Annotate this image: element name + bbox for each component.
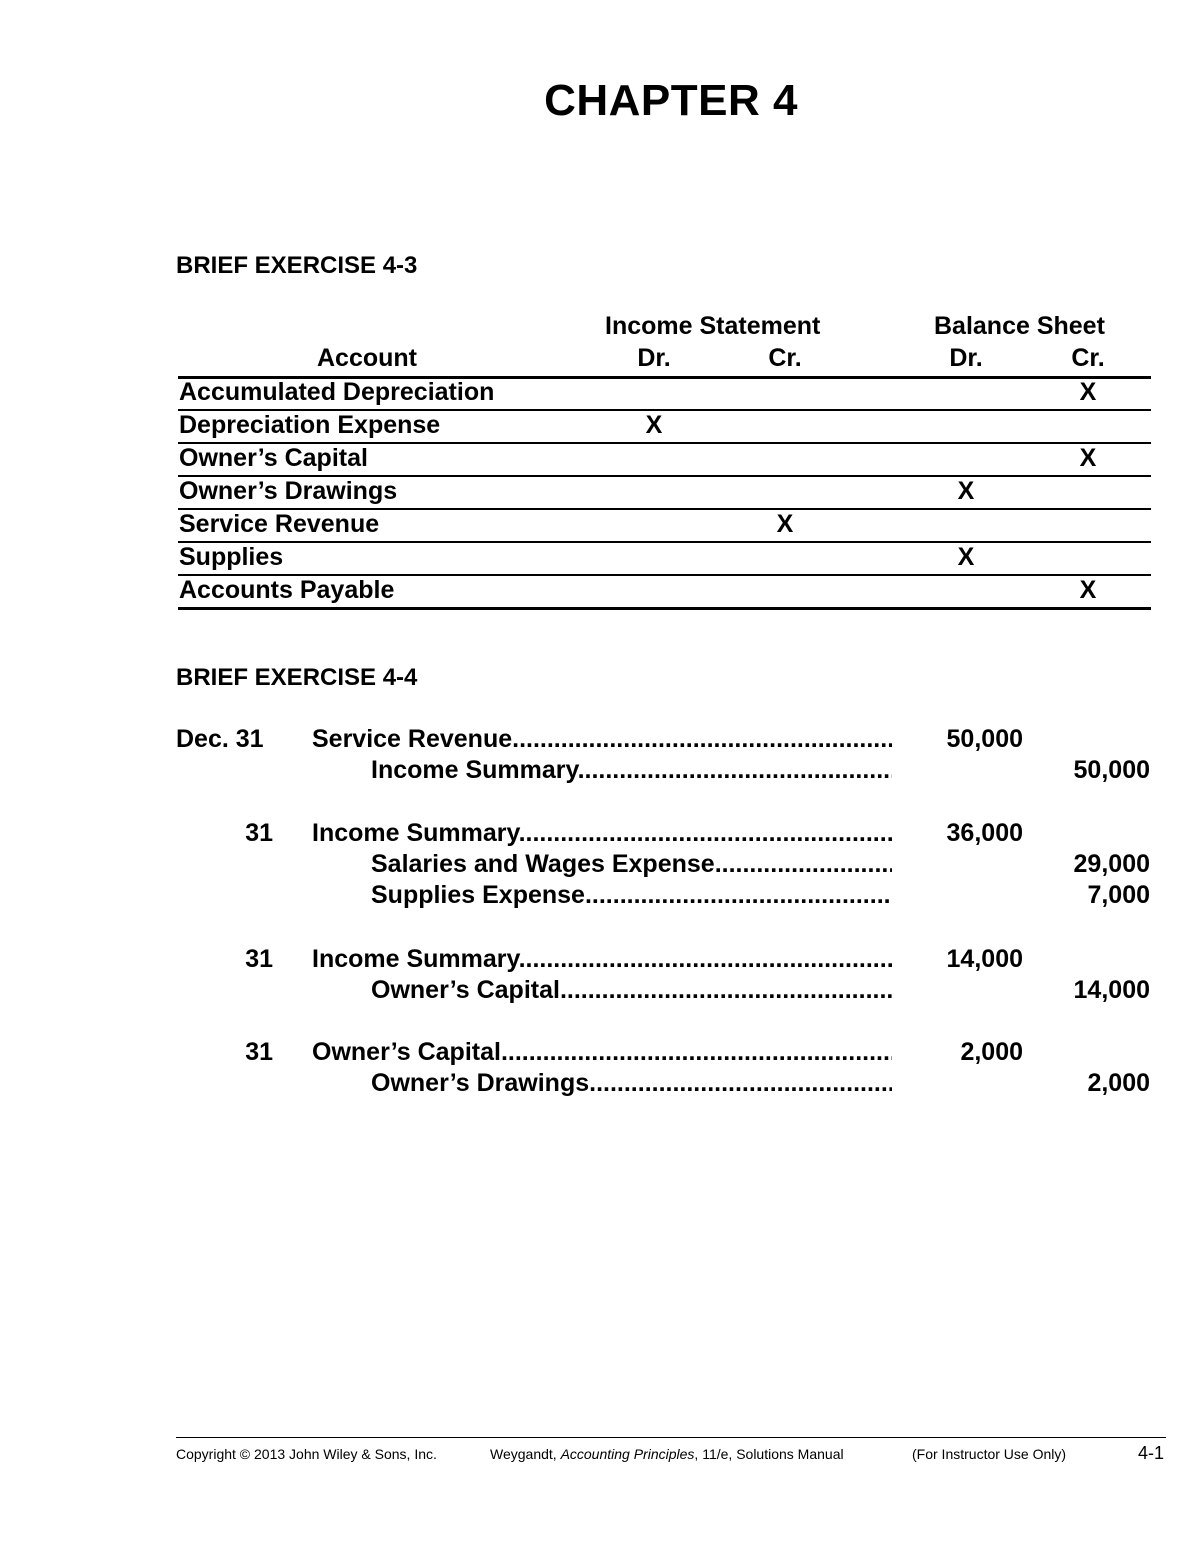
entry-date: 31 — [245, 945, 273, 973]
is-credit-column-header: Cr. — [768, 344, 802, 372]
credit-amount: 50,000 — [1073, 756, 1150, 784]
credit-account: Income Summary ..... — [371, 756, 892, 785]
credit-amount: 7,000 — [1087, 881, 1150, 909]
journal-line — [176, 819, 1151, 850]
table-row — [178, 477, 1151, 510]
edition-info: , 11/e, Solutions Manual — [694, 1446, 844, 1462]
page-number: 4-1 — [1138, 1443, 1165, 1463]
journal-line — [176, 976, 1151, 1007]
credit-amount: 29,000 — [1073, 850, 1150, 878]
income-statement-header: Income Statement — [605, 312, 821, 340]
page-footer — [176, 1437, 1166, 1463]
table-row — [178, 411, 1151, 444]
bs-debit-mark: X — [957, 477, 975, 505]
is-debit-mark: X — [645, 411, 663, 439]
journal-line — [176, 1069, 1151, 1100]
entry-date: 31 — [245, 1038, 273, 1066]
entry-date: Dec. 31 — [176, 725, 264, 753]
debit-account: Service Revenue ..... — [312, 725, 892, 754]
journal-line — [176, 725, 1151, 756]
account-name: Owner’s Drawings — [179, 477, 398, 505]
debit-account: Income Summary ..... — [312, 819, 892, 848]
journal-line — [176, 881, 1151, 912]
bs-credit-mark: X — [1079, 378, 1097, 406]
chapter-title: CHAPTER 4 — [544, 76, 798, 125]
table-row — [178, 543, 1151, 576]
author-name: Weygandt, — [490, 1446, 561, 1462]
journal-line — [176, 1038, 1151, 1069]
credit-amount: 14,000 — [1073, 976, 1150, 1004]
account-column-header: Account — [317, 344, 417, 372]
debit-amount: 2,000 — [960, 1038, 1023, 1066]
debit-amount: 50,000 — [946, 725, 1023, 753]
debit-account: Income Summary ..... — [312, 945, 892, 974]
column-header-row — [178, 344, 1151, 379]
bs-debit-mark: X — [957, 543, 975, 571]
credit-account: Owner’s Drawings ..... — [371, 1069, 892, 1098]
account-name: Depreciation Expense — [179, 411, 441, 439]
copyright-notice: Copyright © 2013 John Wiley & Sons, Inc. — [176, 1446, 437, 1462]
book-title: Accounting Principles — [560, 1446, 695, 1462]
credit-account: Owner’s Capital ..... — [371, 976, 892, 1005]
debit-amount: 36,000 — [946, 819, 1023, 847]
credit-amount: 2,000 — [1087, 1069, 1150, 1097]
journal-line — [176, 945, 1151, 976]
credit-account: Supplies Expense ..... — [371, 881, 892, 910]
table-row — [178, 378, 1151, 411]
instructor-note: (For Instructor Use Only) — [912, 1446, 1067, 1462]
balance-sheet-header: Balance Sheet — [934, 312, 1105, 340]
is-credit-mark: X — [776, 510, 794, 538]
journal-line — [176, 850, 1151, 881]
debit-account: Owner’s Capital ..... — [312, 1038, 892, 1067]
bs-credit-column-header: Cr. — [1071, 344, 1105, 372]
book-citation — [490, 1446, 844, 1462]
table-body — [178, 378, 1151, 610]
account-name: Accumulated Depreciation — [179, 378, 495, 406]
bs-credit-mark: X — [1079, 576, 1097, 604]
exercise-4-4-title: BRIEF EXERCISE 4-4 — [176, 664, 418, 691]
account-name: Owner’s Capital — [179, 444, 368, 472]
debit-amount: 14,000 — [946, 945, 1023, 973]
account-name: Accounts Payable — [179, 576, 395, 604]
bs-credit-mark: X — [1079, 444, 1097, 472]
journal-line — [176, 756, 1151, 787]
exercise-4-3-title: BRIEF EXERCISE 4-3 — [176, 252, 418, 279]
account-name: Supplies — [179, 543, 284, 571]
bs-debit-column-header: Dr. — [949, 344, 983, 372]
table-row — [178, 510, 1151, 543]
table-row — [178, 444, 1151, 477]
is-debit-column-header: Dr. — [637, 344, 671, 372]
account-name: Service Revenue — [179, 510, 380, 538]
entry-date: 31 — [245, 819, 273, 847]
table-row — [178, 576, 1151, 610]
credit-account: Salaries and Wages Expense ..... — [371, 850, 892, 879]
